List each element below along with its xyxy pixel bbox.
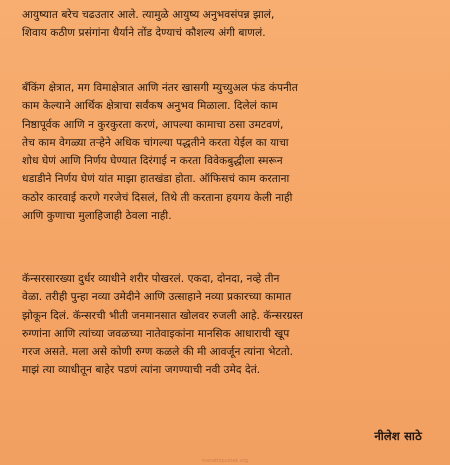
paragraph-1 — [22, 6, 434, 43]
paragraph-line: आयुष्यात बरेच चढउतार आले. त्यामुळे आयुष्य अनुभवसंपन्न झालं, — [22, 9, 275, 21]
paragraph-line: आणि कुणाचा मुलाहिजाही ठेवला नाही. — [22, 210, 172, 223]
paragraph-line: निष्ठापूर्वक आणि न कुरकुरता करणं, आपल्या कामाचा ठसा उमटवणं, — [22, 118, 284, 131]
paragraph-2 — [22, 79, 434, 225]
paragraph-line: शोध घेणं आणि निर्णय घेण्यात दिरंगाई न करता विवेकबुद्धीला स्मरून — [22, 155, 283, 168]
paragraph-line: शिवाय कठीण प्रसंगांना धैर्याने तोंड देण्याचं कौशल्य अंगी बाणलं. — [22, 27, 266, 40]
paragraph-line: धडाडीने निर्णय घेणं यांत माझा हातखंडा होता. ऑफिसचं काम करताना — [22, 173, 290, 186]
paragraph-line: गरज असते. मला असे कोणी रुग्ण कळले की मी आवर्जून त्यांना भेटतो. — [22, 346, 294, 359]
paragraph-line: माझं त्या व्याधीतून बाहेर पडणं त्यांना जगण्याची नवी उमेद देतं. — [22, 364, 261, 377]
paragraph-line: तेच काम वेगळ्या तऱ्हेने अधिक चांगल्या पद्धतीने करता येईल का याचा — [22, 136, 289, 149]
paragraph-line: वेळा. तरीही पुन्हा नव्या उमेदीने आणि उत्साहाने नव्या प्रकारच्या कामात — [22, 291, 292, 304]
paragraph-line: कॅन्सरसारख्या दुर्धर व्याधीने शरीर पोखरलं. एकदा, दोनदा, नव्हे तीन — [22, 273, 280, 285]
paragraph-line: बँकिंग क्षेत्रात, मग विमाक्षेत्रात आणि नंतर खासगी म्युच्युअल फंड कंपनीत — [22, 82, 298, 94]
author-signature: नीलेश साठे — [374, 429, 422, 443]
paragraph-3 — [22, 270, 434, 380]
paragraph-line: काम केल्याने आर्थिक क्षेत्राचा सर्वंकष अनुभव मिळाला. दिलेलं काम — [22, 100, 278, 113]
watermark: marathipustak.org — [201, 458, 249, 464]
paragraph-line: झोकून दिलं. कॅन्सरची भीती जनमानसात खोलवर रुजली आहे. कॅन्सरग्रस्त — [22, 309, 303, 322]
paragraph-line: कठोर कारवाई करणे गरजेचं दिसलं, तिथे ती करताना हयगय केली नाही — [22, 191, 293, 204]
paragraph-line: रुग्णांना आणि त्यांच्या जवळच्या नातेवाइकांना मानसिक आधाराची खूप — [22, 327, 290, 340]
